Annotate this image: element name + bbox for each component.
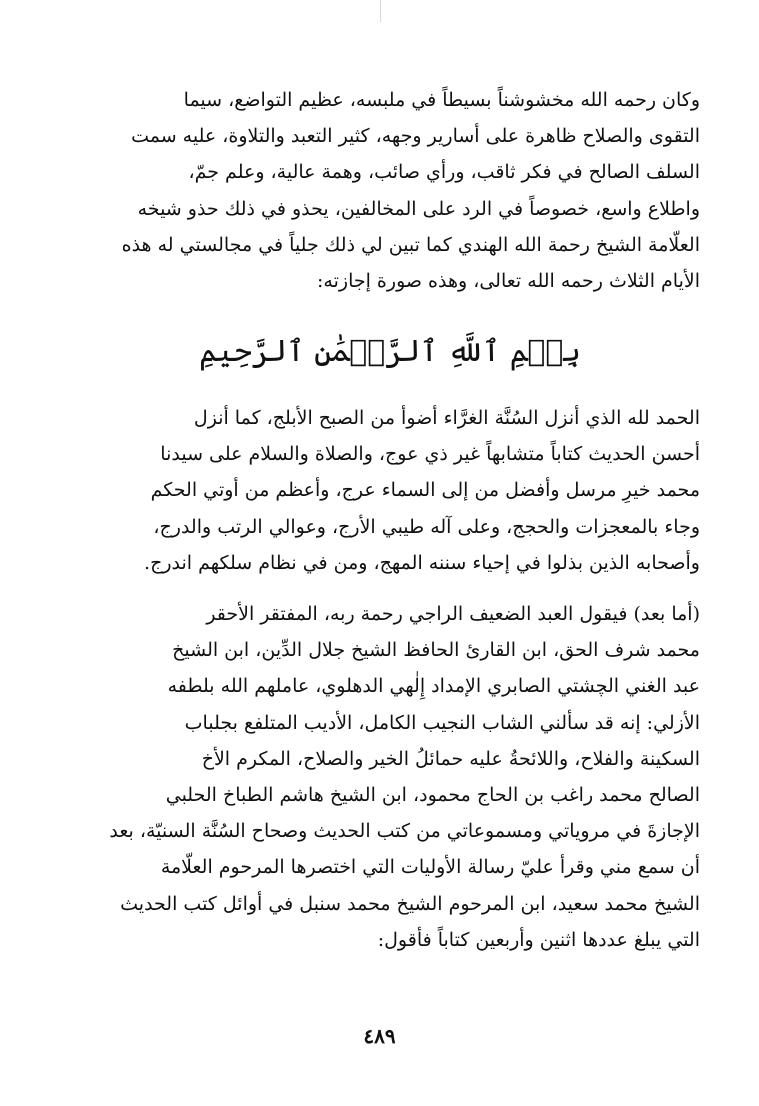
text-line: الشيخ محمد سعيد، ابن المرحوم الشيخ محمد سنبل في أوائل كتب الحديث: [120, 892, 700, 915]
text-line: الأزلي: إنه قد سألني الشاب النجيب الكامل، الأديب المتلفع بجلباب: [184, 711, 700, 734]
text-line: التي يبلغ عددها اثنين وأربعين كتاباً فأقول:: [377, 928, 700, 951]
text-line: وجاء بالمعجزات والحجج، وعلى آله طيبي الأرج، وعوالي الرتب والدرج،: [153, 515, 700, 538]
text-line: السكينة والفلاح، واللائحةُ عليه حمائلُ الخير والصلاح، المكرم الأخ: [201, 747, 700, 770]
basmala-heading: بِسۡمِ ٱللَّهِ ٱلرَّحۡمَٰنِ ٱلرَّحِيمِ: [199, 334, 581, 369]
paragraph-ijaza: [80, 596, 700, 958]
text-line: الصالح محمد راغب بن الحاج محمود، ابن الشيخ هاشم الطباخ الحلبي: [165, 784, 700, 807]
text-line: وأصحابه الذين بذلوا في إحياء سننه المهج، ومن في نظام سلكهم اندرج.: [144, 551, 700, 574]
paragraph-biography: [80, 82, 700, 299]
paragraph-praise: [80, 400, 700, 581]
text-line: التقوى والصلاح ظاهرة على أسارير وجهه، كثير التعبد والتلاوة، عليه سمت: [131, 125, 700, 148]
page-gutter-line: [380, 0, 381, 22]
text-line: الأيام الثلاث رحمه الله تعالى، وهذه صورة إجازته:: [317, 270, 700, 293]
text-line: أن سمع مني وقرأ عليّ رسالة الأوليات التي اختصرها المرحوم العلّامة: [160, 856, 700, 879]
text-line: الإجازةَ في مروياتي ومسموعاتي من كتب الحديث وصحاح السُنَّة السنيّة، بعد: [109, 820, 700, 843]
page-number: ٤٨٩: [363, 1024, 396, 1048]
text-line: السلف الصالح في فكر ثاقب، ورأي صائب، وهمة عالية، وعلم جمّ،: [188, 161, 700, 184]
text-line: محمد شرف الحق، ابن القارئ الحافظ الشيخ جلال الدِّين، ابن الشيخ: [172, 639, 700, 662]
text-line: وكان رحمه الله مخشوشناً بسيطاً في ملبسه، عظيم التواضع، سيما: [183, 89, 700, 111]
text-line: أحسن الحديث كتاباً متشابهاً غير ذي عوج، والصلاة والسلام على سيدنا: [160, 443, 700, 466]
text-line: الحمد لله الذي أنزل السُنَّة الغرَّاء أضوأ من الصبح الأبلج، كما أنزل: [193, 407, 700, 429]
text-line: محمد خيرِ مرسل وأفضل من إلى السماء عرج، وأعظم من أوتي الحكم: [150, 479, 700, 502]
text-line: (أما بعد) فيقول العبد الضعيف الراجي رحمة ربه، المفتقر الأحقر: [206, 603, 700, 625]
text-line: واطلاع واسع، خصوصاً في الرد على المخالفين، يحذو في ذلك حذو شيخه: [137, 197, 700, 220]
text-line: عبد الغني الچشتي الصابري الإمداد إِلٰهي الدهلوي، عاملهم الله بلطفه: [167, 675, 700, 698]
text-line: العلّامة الشيخ رحمة الله الهندي كما تبين لي ذلك جلياً في مجالستي له هذه: [121, 233, 700, 256]
